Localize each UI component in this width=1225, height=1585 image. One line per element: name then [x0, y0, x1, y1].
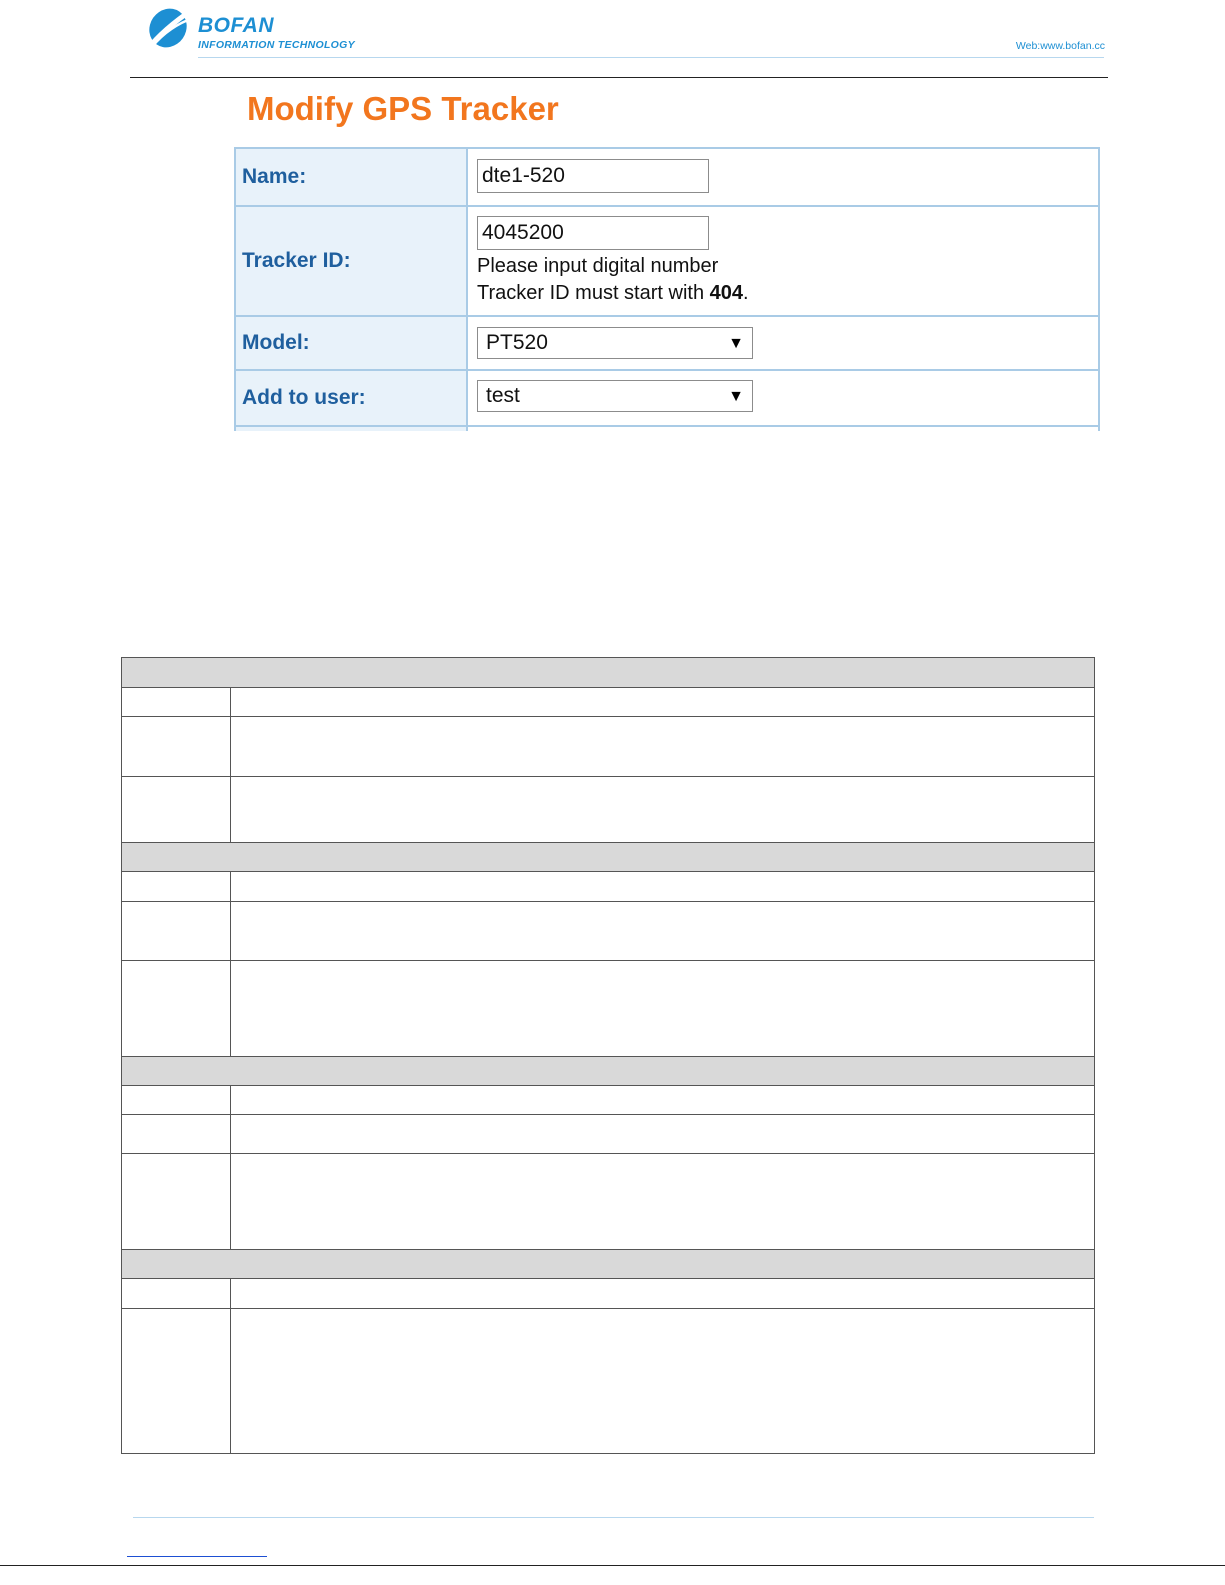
form-row-model — [236, 317, 1098, 371]
tracker-id-prefix: 404 — [709, 282, 744, 304]
form-row-name — [236, 149, 1098, 207]
name-input[interactable]: dte1-520 — [477, 159, 709, 193]
website-text: Web:www.bofan.cc — [1015, 40, 1105, 52]
table-cell — [122, 688, 231, 716]
footer-bottom-divider — [0, 1565, 1225, 1566]
header-divider-light — [198, 57, 1104, 58]
tracker-id-rule-end: . — [743, 282, 749, 304]
brand-subtitle: INFORMATION TECHNOLOGY — [198, 39, 355, 51]
table-row — [122, 1154, 1094, 1250]
spec-section-header — [122, 658, 1094, 688]
spec-section-header — [122, 1250, 1094, 1279]
table-cell — [122, 777, 231, 842]
table-cell — [122, 1154, 231, 1249]
spec-section-header — [122, 843, 1094, 872]
dropdown-arrow-icon: ▼ — [728, 388, 744, 405]
user-selected-value: test — [486, 384, 520, 407]
form-title: Modify GPS Tracker — [247, 90, 559, 127]
name-value-cell — [468, 149, 1098, 205]
form-row-tracker-id — [236, 207, 1098, 317]
table-cell — [122, 1279, 231, 1308]
form-row-add-to-user — [236, 371, 1098, 427]
table-row — [122, 1086, 1094, 1115]
user-select[interactable] — [477, 380, 753, 412]
table-row — [122, 688, 1094, 717]
tracker-id-rule-text: Tracker ID must start with — [477, 282, 710, 304]
table-row — [122, 872, 1094, 902]
model-selected-value: PT520 — [486, 331, 548, 354]
add-to-user-label: Add to user: — [236, 371, 468, 425]
spec-section-header — [122, 1057, 1094, 1086]
table-row — [122, 717, 1094, 777]
model-label: Model: — [236, 317, 468, 369]
tracker-id-rule — [477, 282, 749, 305]
table-row — [122, 902, 1094, 961]
spec-table — [121, 657, 1095, 1454]
partial-label-cell — [236, 427, 468, 431]
partial-value-cell — [468, 427, 1098, 431]
footer-link-underline[interactable] — [127, 1556, 267, 1557]
model-select[interactable] — [477, 327, 753, 359]
table-cell — [122, 961, 231, 1056]
table-cell — [122, 717, 231, 776]
modify-tracker-form — [234, 147, 1100, 431]
tracker-id-input[interactable]: 4045200 — [477, 216, 709, 250]
dropdown-arrow-icon: ▼ — [728, 335, 744, 352]
footer-divider — [133, 1517, 1094, 1518]
tracker-id-hint: Please input digital number — [477, 255, 719, 277]
table-cell — [122, 1115, 231, 1153]
table-cell — [122, 872, 231, 901]
model-value-cell — [468, 317, 1098, 369]
table-cell — [122, 1309, 231, 1453]
table-row — [122, 1115, 1094, 1154]
add-to-user-value-cell — [468, 371, 1098, 425]
tracker-id-label: Tracker ID: — [236, 207, 468, 315]
table-row — [122, 1279, 1094, 1309]
form-row-partial — [236, 427, 1098, 431]
header-divider — [130, 77, 1108, 78]
table-row — [122, 961, 1094, 1057]
table-cell — [122, 902, 231, 960]
table-cell — [122, 1086, 231, 1114]
bofan-logo-icon — [138, 4, 192, 58]
tracker-id-value-cell — [468, 207, 1098, 315]
brand-name: BOFAN — [198, 14, 274, 37]
name-label: Name: — [236, 149, 468, 205]
table-row — [122, 777, 1094, 843]
table-row — [122, 1309, 1094, 1453]
